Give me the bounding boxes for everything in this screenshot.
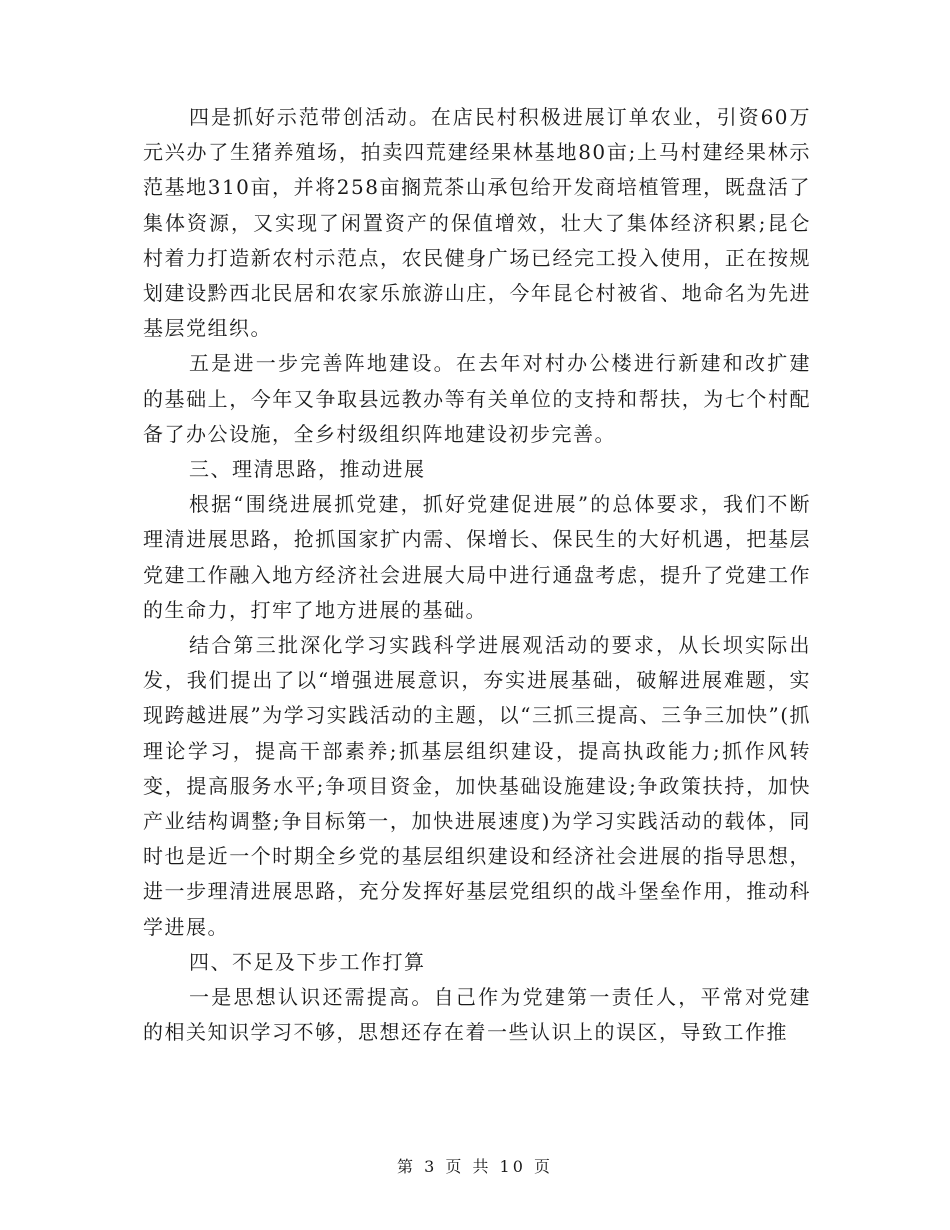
page-number-footer: 第 3 页 共 10 页 — [397, 1157, 553, 1176]
paragraph-demonstration-activity: 四是抓好示范带创活动。在店民村积极进展订单农业，引资60万元兴办了生猪养殖场，拍卖四荒建经果林基地80亩;上马村建经果林示范基地310亩，并将258亩搁荒茶山承包给开发商培植管理，既盘活了集体资源，又实现了闲置资产的保值增效，壮大了集体经济积累;昆仑村着力打造新农村示范点，农民健身广场已经完工投入使用，正在按规划建设黔西北民居和农家乐旅游山庄，今年昆仑村被省、地命名为先进基层党组织。 — [143, 105, 811, 341]
paragraph-ideological-awareness: 一是思想认识还需提高。自己作为党建第一责任人，平常对党建的相关知识学习不够，思想还存在着一些认识上的误区，导致工作推 — [143, 985, 811, 1045]
section-heading-shortcomings: 四、不足及下步工作打算 — [189, 949, 426, 974]
section-heading-clarify-thinking: 三、理清思路，推动进展 — [189, 457, 426, 482]
document-body — [143, 100, 811, 1050]
paragraph-practice-activity: 结合第三批深化学习实践科学进展观活动的要求，从长坝实际出发，我们提出了以“增强进展意识，夯实进展基础，破解进展难题，实现跨越进展”为学习实践活动的主题，以“三抓三提高、三争三加快”(抓理论学习，提高干部素养;抓基层组织建设，提高执政能力;抓作风转变，提高服务水平;争项目资金，加快基础设施建设;争政策扶持，加快产业结构调整;争目标第一，加快进展速度)为学习实践活动的载体，同时也是近一个时期全乡党的基层组织建设和经济社会进展的指导思想，进一步理清进展思路，充分发挥好基层党组织的战斗堡垒作用，推动科学进展。 — [143, 633, 811, 939]
paragraph-overall-requirement: 根据“围绕进展抓党建，抓好党建促进展”的总体要求，我们不断理清进展思路，抢抓国家扩内需、保增长、保民生的大好机遇，把基层党建工作融入地方经济社会进展大局中进行通盘考虑，提升了党建工作的生命力，打牢了地方进展的基础。 — [143, 492, 811, 622]
paragraph-position-construction: 五是进一步完善阵地建设。在去年对村办公楼进行新建和改扩建的基础上，今年又争取县远教办等有关单位的支持和帮扶，为七个村配备了办公设施，全乡村级组织阵地建设初步完善。 — [143, 351, 811, 446]
